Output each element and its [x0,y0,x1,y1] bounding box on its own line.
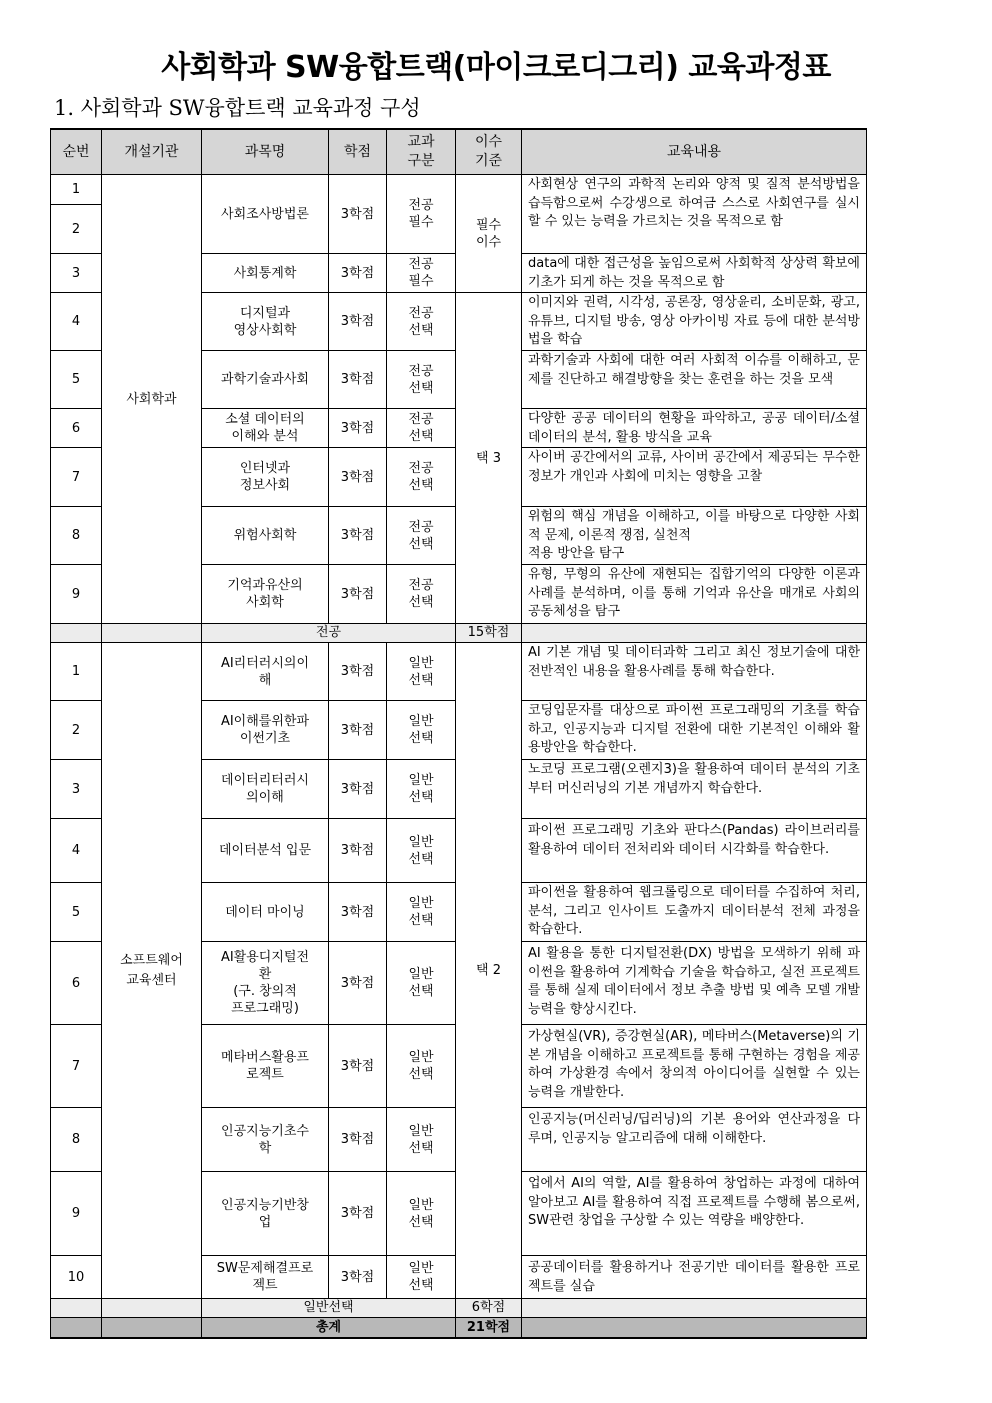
credit-cell: 3학점 [329,883,387,942]
seq-cell: 3 [51,760,102,819]
credit-cell: 3학점 [329,293,387,351]
seq-cell: 8 [51,507,102,565]
credit-cell: 3학점 [329,351,387,409]
req-cell: 필수 이수 [456,175,522,293]
course-name: 소셜 데이터의 이해와 분석 [202,409,329,448]
credit-cell: 3학점 [329,1108,387,1172]
seq-cell: 6 [51,409,102,448]
header-seq: 순번 [51,129,102,175]
credit-cell: 3학점 [329,254,387,293]
type-cell: 일반 선택 [387,942,456,1025]
type-cell: 일반 선택 [387,701,456,760]
header-org: 개설기관 [102,129,202,175]
course-name: 과학기술과사회 [202,351,329,409]
type-cell: 일반 선택 [387,1108,456,1172]
subtotal-value: 15학점 [456,624,522,643]
subtotal-label: 일반선택 [202,1299,456,1318]
seq-cell: 8 [51,1108,102,1172]
course-name: 메타버스활용프 로젝트 [202,1025,329,1108]
seq-cell: 10 [51,1256,102,1299]
subtotal-value: 6학점 [456,1299,522,1318]
content-cell: AI 활용을 통한 디지털전환(DX) 방법을 모색하기 위해 파이썬을 활용하여 기계학습 기술을 학습하고, 실전 프로젝트를 통해 실제 데이터에서 정보 추출 방법 및 예측 모델 개발 능력을 향상시킨다. [522,942,867,1025]
section-heading: 1. 사회학과 SW융합트랙 교육과정 구성 [54,96,421,120]
credit-cell: 3학점 [329,643,387,701]
header-course: 과목명 [202,129,329,175]
document-title: 사회학과 SW융합트랙(마이크로디그리) 교육과정표 [161,50,831,85]
course-name: 인공지능기초수 학 [202,1108,329,1172]
seq-cell: 5 [51,883,102,942]
total-value: 21학점 [456,1318,522,1339]
type-cell: 전공 선택 [387,448,456,507]
course-name: 데이터분석 입문 [202,819,329,883]
course-name: 사회통계학 [202,254,329,293]
seq-cell: 3 [51,254,102,293]
header-req: 이수 기준 [456,129,522,175]
credit-cell: 3학점 [329,701,387,760]
seq-cell: 7 [51,448,102,507]
credit-cell: 3학점 [329,942,387,1025]
content-cell: AI 기본 개념 및 데이터과학 그리고 최신 정보기술에 대한 전반적인 내용을 활용사례를 통해 학습한다. [522,643,867,701]
seq-cell: 1 [51,643,102,701]
content-cell: 위험의 핵심 개념을 이해하고, 이를 바탕으로 다양한 사회적 문제, 이론적 쟁점, 실천적 적용 방안을 탐구 [522,507,867,565]
credit-cell: 3학점 [329,1256,387,1299]
table-row [51,175,867,205]
course-name: 위험사회학 [202,507,329,565]
course-name: 기억과유산의 사회학 [202,565,329,624]
org-cell: 소프트웨어 교육센터 [102,643,202,1299]
credit-cell: 3학점 [329,409,387,448]
course-name: 인터넷과 정보사회 [202,448,329,507]
type-cell: 일반 선택 [387,1172,456,1256]
content-cell: 과학기술과 사회에 대한 여러 사회적 이슈를 이해하고, 문제를 진단하고 해결방향을 찾는 훈련을 하는 것을 모색 [522,351,867,409]
course-name: AI리터러시의이 해 [202,643,329,701]
course-name: 데이터리터러시 의이해 [202,760,329,819]
course-name: 디지털과 영상사회학 [202,293,329,351]
type-cell: 일반 선택 [387,1025,456,1108]
subtotal-row [51,1299,867,1318]
content-cell: 인공지능(머신러닝/딥러닝)의 기본 용어와 연산과정을 다루며, 인공지능 알고리즘에 대해 이해한다. [522,1108,867,1172]
type-cell: 전공 필수 [387,175,456,254]
curriculum-table [50,128,867,1339]
credit-cell: 3학점 [329,1025,387,1108]
seq-cell: 4 [51,819,102,883]
content-cell: 유형, 무형의 유산에 재현되는 집합기억의 다양한 이론과 사례를 분석하며, 이를 통해 기억과 유산을 매개로 사회의 공동체성을 탐구 [522,565,867,624]
content-cell: 이미지와 권력, 시각성, 공론장, 영상윤리, 소비문화, 광고, 유튜브, 디지털 방송, 영상 아카이빙 자료 등에 대한 분석방법을 학습 [522,293,867,351]
content-cell: 공공데이터를 활용하거나 전공기반 데이터를 활용한 프로젝트를 실습 [522,1256,867,1299]
seq-cell: 4 [51,293,102,351]
type-cell: 일반 선택 [387,643,456,701]
course-name: AI활용디지털전 환 (구. 창의적 프로그래밍) [202,942,329,1025]
type-cell: 전공 선택 [387,293,456,351]
type-cell: 일반 선택 [387,760,456,819]
seq-cell: 9 [51,1172,102,1256]
seq-cell: 7 [51,1025,102,1108]
course-name: AI이해를위한파 이썬기초 [202,701,329,760]
content-cell: 다양한 공공 데이터의 현황을 파악하고, 공공 데이터/소셜 데이터의 분석, 활용 방식을 교육 [522,409,867,448]
type-cell: 전공 선택 [387,565,456,624]
credit-cell: 3학점 [329,448,387,507]
seq-cell: 2 [51,701,102,760]
type-cell: 전공 선택 [387,351,456,409]
content-cell: 업에서 AI의 역할, AI를 활용하여 창업하는 과정에 대하여 알아보고 AI를 활용하여 직접 프로젝트를 수행해 봄으로써, SW관련 창업을 구상할 수 있는 역량을 배양한다. [522,1172,867,1256]
credit-cell: 3학점 [329,760,387,819]
header-content: 교육내용 [522,129,867,175]
req-cell: 택 2 [456,643,522,1299]
type-cell: 전공 선택 [387,409,456,448]
type-cell: 일반 선택 [387,1256,456,1299]
type-cell: 일반 선택 [387,819,456,883]
credit-cell: 3학점 [329,507,387,565]
req-cell: 택 3 [456,293,522,624]
type-cell: 전공 선택 [387,507,456,565]
credit-cell: 3학점 [329,1172,387,1256]
type-cell: 전공 필수 [387,254,456,293]
content-cell: 가상현실(VR), 증강현실(AR), 메타버스(Metaverse)의 기본 개념을 이해하고 프로젝트를 통해 구현하는 경험을 제공하여 가상환경 속에서 창의적 아이디어를 실현할 수 있는 능력을 개발한다. [522,1025,867,1108]
content-cell: 사이버 공간에서의 교류, 사이버 공간에서 제공되는 무수한 정보가 개인과 사회에 미치는 영향을 고찰 [522,448,867,507]
content-cell: 노코딩 프로그램(오렌지3)을 활용하여 데이터 분석의 기초부터 머신러닝의 기본 개념까지 학습한다. [522,760,867,819]
credit-cell: 3학점 [329,565,387,624]
seq-cell: 1 [51,175,102,205]
content-cell: 사회현상 연구의 과학적 논리와 양적 및 질적 분석방법을 습득함으로써 수강생으로 하여금 스스로 사회연구를 실시할 수 있는 능력을 가르치는 것을 목적으로 함 [522,175,867,254]
course-name: 사회조사방법론 [202,175,329,254]
total-label: 총계 [202,1318,456,1339]
seq-cell: 6 [51,942,102,1025]
subtotal-row [51,624,867,643]
content-cell: 코딩입문자를 대상으로 파이썬 프로그래밍의 기초를 학습하고, 인공지능과 디지털 전환에 대한 기본적인 이해와 활용방안을 학습한다. [522,701,867,760]
course-name: 데이터 마이닝 [202,883,329,942]
header-credit: 학점 [329,129,387,175]
credit-cell: 3학점 [329,819,387,883]
seq-cell: 9 [51,565,102,624]
subtotal-label: 전공 [202,624,456,643]
course-name: SW문제해결프로 젝트 [202,1256,329,1299]
content-cell: 파이썬 프로그래밍 기초와 판다스(Pandas) 라이브러리를 활용하여 데이터 전처리와 데이터 시각화를 학습한다. [522,819,867,883]
header-row [51,129,867,175]
content-cell: data에 대한 접근성을 높임으로써 사회학적 상상력 확보에 기초가 되게 하는 것을 목적으로 함 [522,254,867,293]
table-row [51,643,867,701]
type-cell: 일반 선택 [387,883,456,942]
total-row [51,1318,867,1339]
course-name: 인공지능기반창 업 [202,1172,329,1256]
org-cell: 사회학과 [102,175,202,624]
credit-cell: 3학점 [329,175,387,254]
header-type: 교과 구분 [387,129,456,175]
content-cell: 파이썬을 활용하여 웹크롤링으로 데이터를 수집하여 처리, 분석, 그리고 인사이트 도출까지 데이터분석 전체 과정을 학습한다. [522,883,867,942]
seq-cell: 2 [51,205,102,254]
seq-cell: 5 [51,351,102,409]
